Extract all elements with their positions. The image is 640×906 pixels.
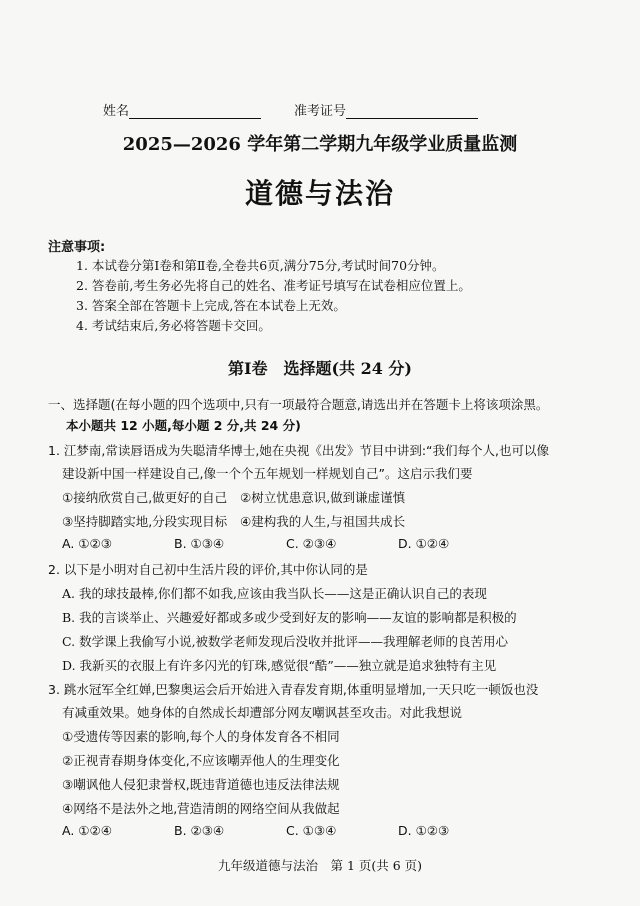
option-c[interactable]: C. ②③④ bbox=[286, 536, 337, 551]
name-blank[interactable] bbox=[129, 104, 261, 119]
section-instruction: 一、选择题(在每小题的四个选项中,只有一项最符合题意,请选出并在答题卡上将该项涂黑。 bbox=[48, 397, 549, 412]
question-stem: 2. 以下是小明对自己初中生活片段的评价,其中你认同的是 bbox=[48, 562, 368, 577]
question-stem: 有减重效果。她身体的自然成长却遭部分网友嘲讽甚至攻击。对此我想说 bbox=[62, 705, 463, 720]
choice[interactable]: D. 我新买的衣服上有许多闪光的钉珠,感觉很“酷”——独立就是追求独特有主见 bbox=[62, 658, 497, 673]
option-a[interactable]: A. ①②③ bbox=[62, 536, 112, 551]
name-label: 姓名 bbox=[103, 104, 130, 119]
option-b[interactable]: B. ②③④ bbox=[174, 823, 225, 838]
statement: ①受遗传等因素的影响,每个人的身体发育各不相同 bbox=[62, 729, 340, 744]
option-d[interactable]: D. ①②④ bbox=[398, 536, 450, 551]
note-item: 3. 答案全部在答题卡上完成,答在本试卷上无效。 bbox=[76, 298, 346, 313]
note-item: 1. 本试卷分第Ⅰ卷和第Ⅱ卷,全卷共6页,满分75分,考试时间70分钟。 bbox=[76, 258, 445, 273]
exam-id-field bbox=[294, 100, 478, 119]
statement: ④网络不是法外之地,营造清朗的网络空间从我做起 bbox=[62, 801, 340, 816]
option-a[interactable]: A. ①②④ bbox=[62, 823, 112, 838]
question-stem: 1. 江梦南,常读唇语成为失聪清华博士,她在央视《出发》节目中讲到:“我们每个人,也可以像 bbox=[48, 443, 550, 458]
section-score-note: 本小题共 12 小题,每小题 2 分,共 24 分) bbox=[66, 418, 301, 433]
exam-id-blank[interactable] bbox=[346, 104, 478, 119]
statement: ①接纳欣赏自己,做更好的自己 bbox=[62, 490, 228, 505]
statement: ③坚持脚踏实地,分段实现目标 bbox=[62, 514, 228, 529]
choice[interactable]: C. 数学课上我偷写小说,被数学老师发现后没收并批评——我理解老师的良苦用心 bbox=[62, 634, 509, 649]
statement: ②树立忧患意识,做到谦虚谨慎 bbox=[240, 490, 406, 505]
subject-title: 道德与法治 bbox=[244, 177, 395, 210]
statement: ④建构我的人生,与祖国共成长 bbox=[240, 514, 406, 529]
choice[interactable]: A. 我的球技最棒,你们都不如我,应该由我当队长——这是正确认识自己的表现 bbox=[62, 586, 487, 601]
option-b[interactable]: B. ①③④ bbox=[174, 536, 225, 551]
option-c[interactable]: C. ①③④ bbox=[286, 823, 337, 838]
question-stem: 3. 跳水冠军全红婵,巴黎奥运会后开始进入青春发育期,体重明显增加,一天只吃一顿饭也没 bbox=[48, 682, 539, 697]
question-stem: 建设新中国一样建设自己,像一个个五年规划一样规划自己”。这启示我们要 bbox=[62, 466, 473, 481]
statement: ③嘲讽他人侵犯隶誉权,既违背道德也违反法律法规 bbox=[62, 777, 340, 792]
name-field bbox=[103, 100, 261, 119]
note-item: 2. 答卷前,考生务必先将自己的姓名、准考证号填写在试卷相应位置上。 bbox=[76, 278, 471, 293]
choice[interactable]: B. 我的言谈举止、兴趣爱好都或多或少受到好友的影响——友谊的影响都是积极的 bbox=[62, 610, 517, 625]
exam-title: 2025—2026 学年第二学期九年级学业质量监测 bbox=[122, 134, 518, 155]
note-item: 4. 考试结束后,务必将答题卡交回。 bbox=[76, 318, 271, 333]
page-footer: 九年级道德与法治 第 1 页(共 6 页) bbox=[217, 858, 423, 873]
option-d[interactable]: D. ①②③ bbox=[398, 823, 450, 838]
notes-title: 注意事项: bbox=[48, 240, 106, 255]
statement: ②正视青春期身体变化,不应该嘲弄他人的生理变化 bbox=[62, 753, 340, 768]
section-title: 第Ⅰ卷 选择题(共 24 分) bbox=[227, 359, 413, 378]
exam-id-label: 准考证号 bbox=[294, 104, 347, 119]
